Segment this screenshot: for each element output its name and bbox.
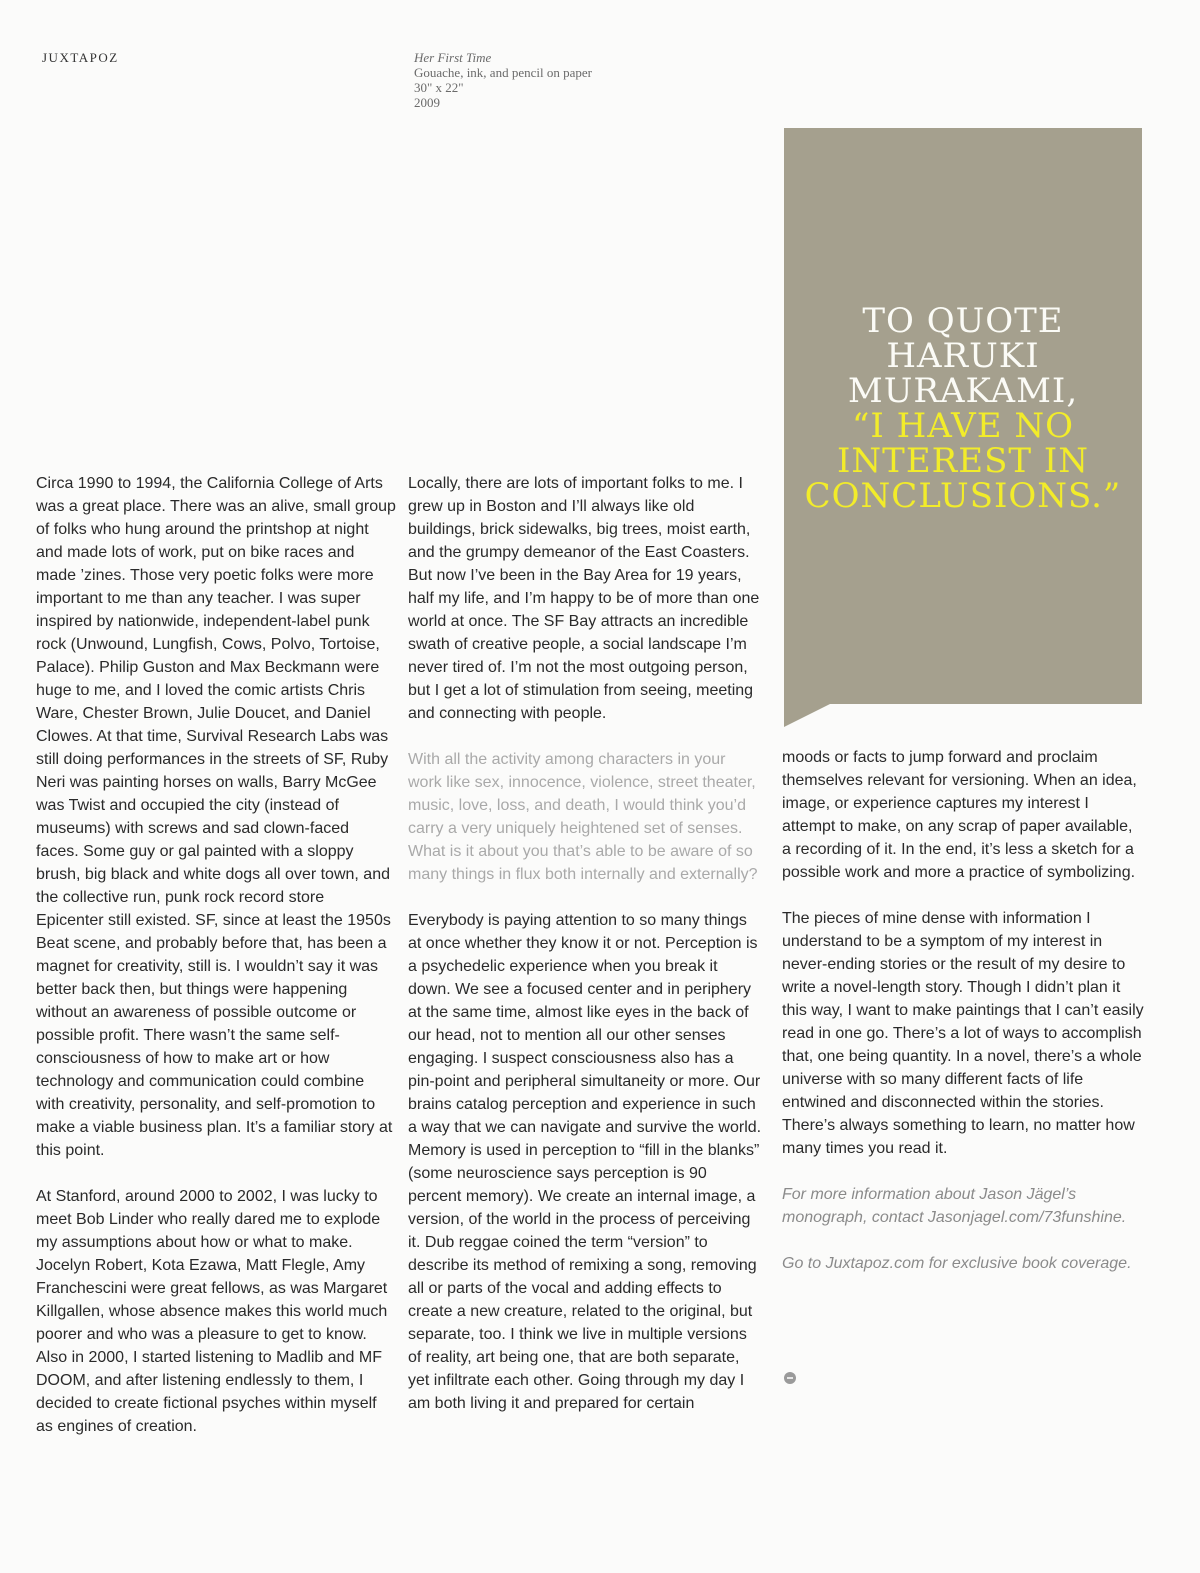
- article-column-2: [408, 472, 762, 1415]
- pull-quote-text: [784, 301, 1142, 516]
- body-paragraph: The pieces of mine dense with information I understand to be a symptom of my interest in never-ending stories or the result of my desire to write a novel-length story. Though I didn’t plan it this way, I want to make paintings that I can’t easily read in one go. There’s a lot of ways to accomplish that, one being quantity. In a novel, there’s a whole universe with so many different facts of life entwined and disconnected within the stories. There’s always something to learn, no matter how many times you read it.: [782, 910, 1144, 1157]
- pull-quote-highlight: “I HAVE NO: [852, 406, 1074, 446]
- pull-quote-line: TO QUOTE: [862, 301, 1064, 341]
- info-note: For more information about Jason Jägel’s monograph, contact Jasonjagel.com/73funshine.: [782, 1186, 1127, 1226]
- artwork-medium: Gouache, ink, and pencil on paper: [414, 65, 592, 80]
- artwork-caption: [414, 50, 592, 110]
- pull-quote-highlight: INTEREST IN: [836, 441, 1090, 481]
- pull-quote-tail: [784, 703, 832, 727]
- artwork-title: Her First Time: [414, 50, 492, 65]
- article-end-icon: [784, 1372, 796, 1384]
- body-paragraph: Circa 1990 to 1994, the California College of Arts was a great place. There was an alive, small group of folks who hung around the printshop at night and made lots of work, put on bike races and made ’zines. Those very poetic folks were more important to me than any teacher. I was super inspired by nationwide, independent-label punk rock (Unwound, Lungfish, Cows, Polvo, Tortoise, Palace). Philip Guston and Max Beckmann were huge to me, and I loved the comic artists Chris Ware, Chester Brown, Julie Doucet, and Daniel Clowes. At that time, Survival Research Labs was still doing performances in the streets of SF, Ruby Neri was painting horses on walls, Barry McGee was Twist and occupied the city (instead of museums) with screws and sad clown-faced faces. Some guy or gal painted with a sloppy brush, big black and white dogs all over town, and the collective run, punk rock record store Epicenter still existed. SF, since at least the 1950s Beat scene, and probably before that, has been a magnet for creativity, still is. I wouldn’t say it was better back then, but things were happening without an awareness of possible outcome or possible profit. There wasn’t the same self-consciousness of how to make art or how technology and communication could combine with creativity, personality, and self-promotion to make a viable business plan. It’s a familiar story at this point.: [36, 475, 396, 1159]
- body-paragraph: At Stanford, around 2000 to 2002, I was lucky to meet Bob Linder who really dared me to explode my assumptions about how or what to make. Jocelyn Robert, Kota Ezawa, Matt Flegle, Amy Franchescini were great fellows, as was Margaret Killgallen, whose absence makes this world much poorer and who was a pleasure to get to know. Also in 2000, I started listening to Madlib and MF DOOM, and after listening endlessly to them, I decided to create fictional psyches within myself as engines of creation.: [36, 1188, 388, 1435]
- article-column-3: [782, 746, 1144, 1275]
- interview-question: With all the activity among characters in your work like sex, innocence, violence, street theater, music, love, loss, and death, I would think you’d carry a very uniquely heightened set of senses. What is it about you that’s able to be aware of so many things in flux both internally and externally?: [408, 751, 758, 883]
- article-column-1: [36, 472, 396, 1438]
- pull-quote-line: MURAKAMI,: [847, 371, 1079, 411]
- body-paragraph: Locally, there are lots of important folks to me. I grew up in Boston and I’ll always like old buildings, brick sidewalks, big trees, moist earth, and the grumpy demeanor of the East Coasters. But now I’ve been in the Bay Area for 19 years, half my life, and I’m happy to be of more than one world at once. The SF Bay attracts an incredible swath of creative people, a social landscape I’m never tired of. I’m not the most outgoing person, but I get a lot of stimulation from seeing, meeting and connecting with people.: [408, 475, 760, 722]
- pull-quote-highlight: CONCLUSIONS.”: [804, 476, 1122, 516]
- body-paragraph: Everybody is paying attention to so many things at once whether they know it or not. Perception is a psychedelic experience when you break it down. We see a focused center and in periphery at the same time, almost like eyes in the back of our head, not to mention all our other senses engaging. I suspect consciousness also has a pin-point and peripheral simultaneity or more. Our brains catalog perception and experience in such a way that we can navigate and survive the world. Memory is used in perception to “fill in the blanks” (some neuroscience says perception is 90 percent memory). We create an internal image, a version, of the world in the process of perceiving it. Dub reggae coined the term “version” to describe its method of remixing a song, removing all or parts of the vocal and adding effects to create a new creature, related to the original, but separate, too. I think we live in multiple versions of reality, art being one, that are both separate, yet infiltrate each other. Going through my day I am both living it and prepared for certain: [408, 912, 762, 1412]
- pull-quote-box: [784, 128, 1142, 704]
- pull-quote-line: HARUKI: [886, 336, 1040, 376]
- body-paragraph: moods or facts to jump forward and proclaim themselves relevant for versioning. When an idea, image, or experience captures my interest I attempt to make, on any scrap of paper available, a recording of it. In the end, it’s less a sketch for a possible work and more a practice of symbolizing.: [782, 749, 1137, 881]
- website-note: Go to Juxtapoz.com for exclusive book coverage.: [782, 1255, 1132, 1272]
- artwork-year: 2009: [414, 95, 440, 110]
- magazine-name: JUXTAPOZ: [42, 50, 119, 65]
- artwork-dimensions: 30" x 22": [414, 80, 464, 95]
